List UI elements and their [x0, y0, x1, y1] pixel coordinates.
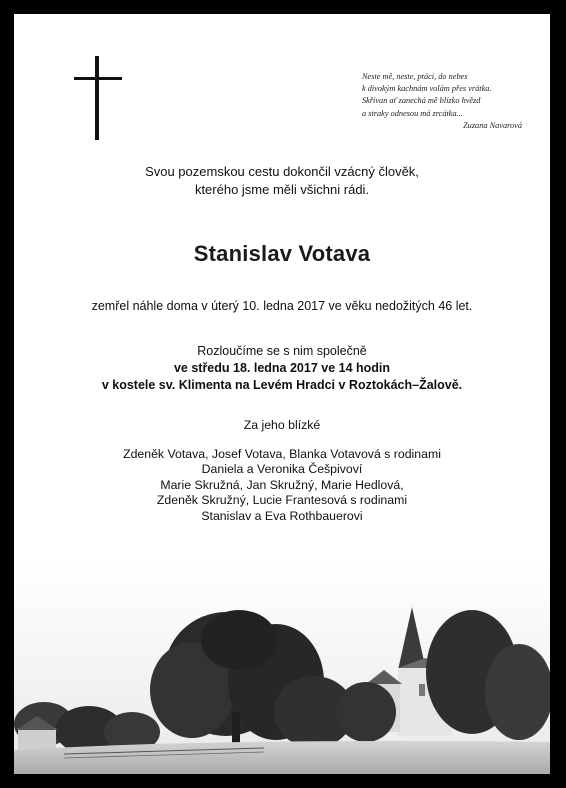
ceremony-info [14, 343, 550, 394]
cross-icon [74, 56, 122, 140]
poem-line: Skřivan ať zanechá mě blízko hvězd [362, 96, 481, 106]
poem-quote [362, 71, 532, 132]
poem-line: Neste mě, neste, ptáci, do nebes [362, 72, 468, 81]
ceremony-date: ve středu 18. ledna 2017 ve 14 hodin [173, 361, 391, 375]
poem-line: a straky odnesou má zrcátka... [362, 108, 463, 118]
church-landscape-photo [14, 562, 550, 774]
poem-line: k divokým kachnám volám přes vrátka. [362, 84, 492, 94]
family-row: Daniela a Veronika Češpivoví [201, 462, 363, 476]
obituary-sheet [14, 14, 550, 774]
family-label: Za jeho blízké [243, 418, 321, 432]
ceremony-place: v kostele sv. Klimenta na Levém Hradci v Roztokách–Žalově. [101, 378, 463, 392]
family-row: Zdeněk Skružný, Lucie Frantesová s rodinami [156, 493, 408, 507]
family-block [14, 418, 550, 524]
intro-text [14, 163, 550, 199]
ceremony-intro: Rozloučíme se s nim společně [197, 344, 367, 358]
family-row: Zdeněk Votava, Josef Votava, Blanka Votavová s rodinami [123, 446, 441, 461]
family-row: Stanislav a Eva Rothbauerovi [201, 508, 363, 523]
death-notice: zemřel náhle doma v úterý 10. ledna 2017 ve věku nedožitých 46 let. [91, 299, 473, 313]
intro-line: Svou pozemskou cestu dokončil vzácný člověk, [145, 164, 419, 179]
family-row: Marie Skružná, Jan Skružný, Marie Hedlová, [160, 477, 404, 492]
poem-author: Zuzana Navarová [463, 120, 522, 130]
intro-line: kterého jsme měli všichni rádi. [194, 182, 370, 197]
deceased-name: Stanislav Votava [193, 241, 371, 266]
